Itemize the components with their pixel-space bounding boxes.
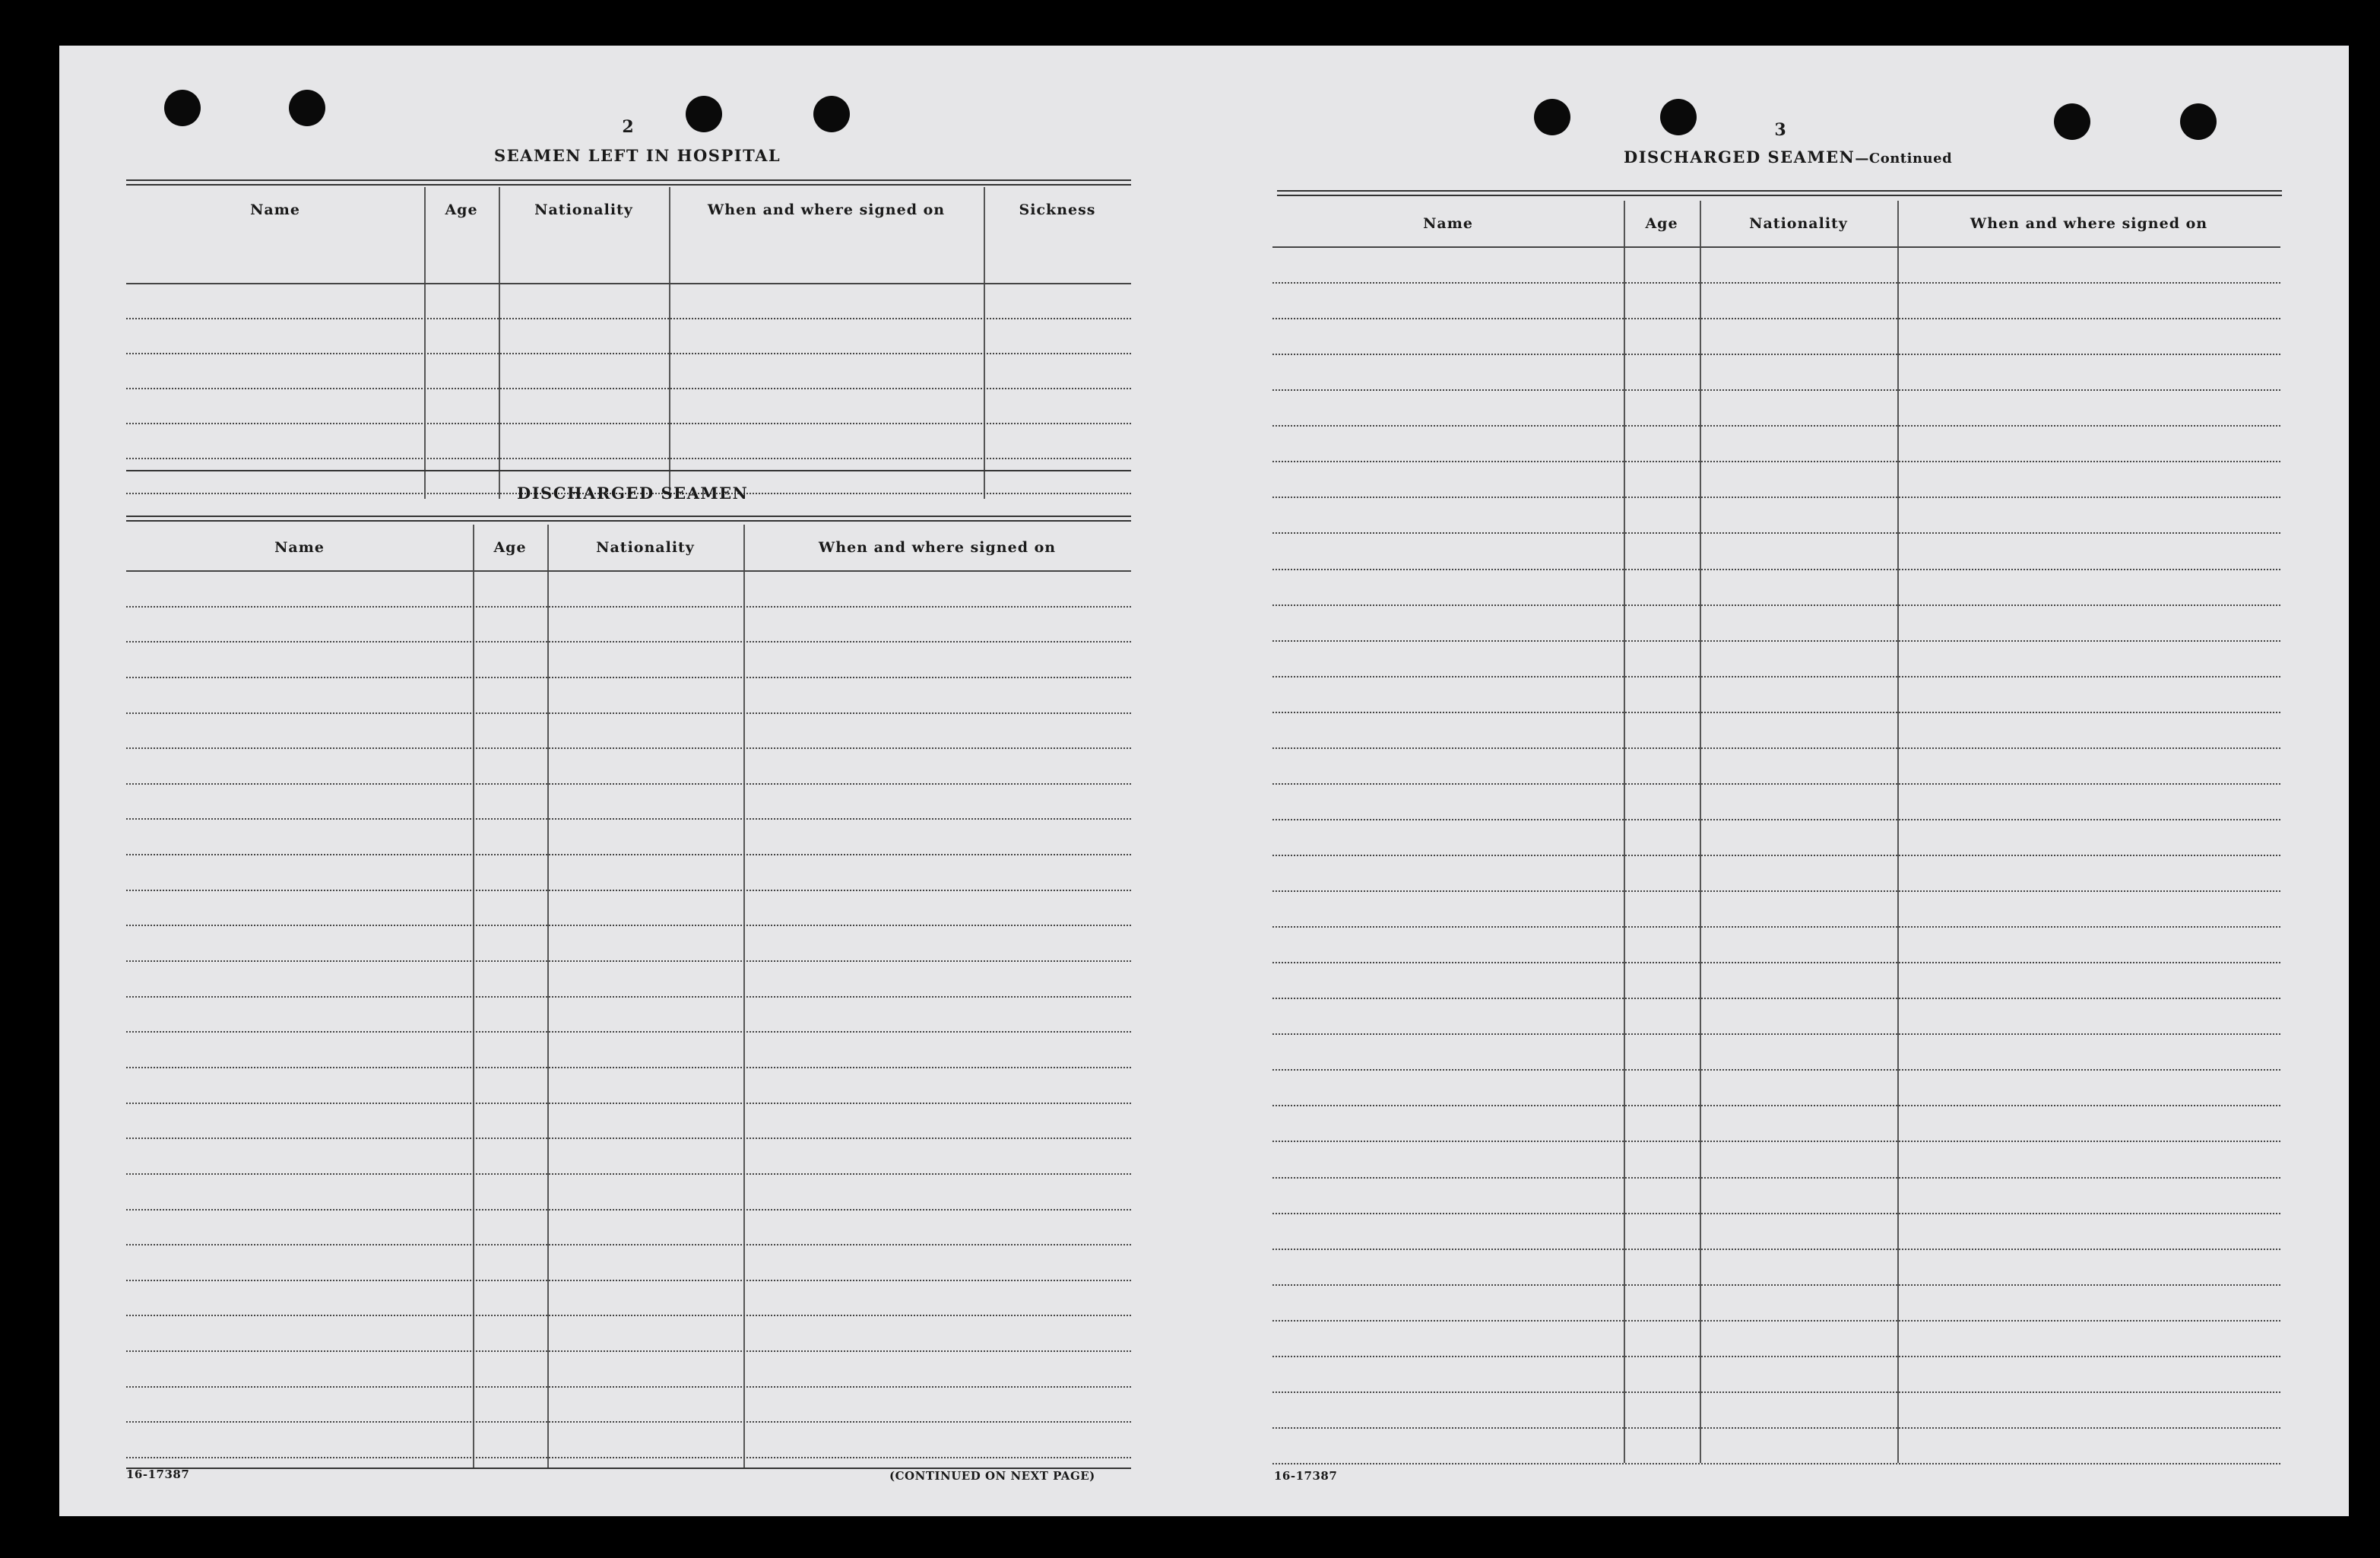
table-row [126, 1386, 1131, 1388]
table-row [126, 1103, 1131, 1104]
binder-hole [1660, 99, 1697, 135]
column-header-age: Age [493, 539, 527, 556]
table-row [1272, 1249, 2280, 1250]
column-header-name: Name [250, 201, 300, 218]
table-row [1272, 1391, 2280, 1393]
column-header-signed-on: When and where signed on [1970, 215, 2208, 232]
binder-hole [1534, 99, 1570, 135]
table-row [1272, 282, 2280, 284]
hospital-top-rule [126, 179, 1131, 181]
table-row [126, 1173, 1131, 1175]
table-row [1272, 676, 2280, 677]
table-row [126, 1138, 1131, 1139]
table-row [1272, 1284, 2280, 1286]
hospital-top-rule [126, 184, 1131, 186]
table-row [126, 677, 1131, 678]
page-number-right: 3 [1774, 120, 1786, 140]
binder-hole [686, 96, 722, 132]
column-header-nationality: Nationality [596, 539, 695, 556]
column-header-age: Age [445, 201, 478, 218]
discharged-rows-left [126, 570, 1131, 1457]
table-row [1272, 1356, 2280, 1357]
table-row [126, 388, 1131, 389]
binder-hole [289, 90, 325, 126]
table-row [126, 1421, 1131, 1423]
hospital-bottom-rule [126, 470, 1131, 471]
binder-hole [813, 96, 850, 132]
table-row [1272, 1105, 2280, 1106]
discharged-top-rule [126, 516, 1131, 517]
table-row [126, 458, 1131, 459]
table-row [1272, 1177, 2280, 1179]
table-row [1272, 1463, 2280, 1464]
table-row [126, 854, 1131, 855]
title-text: DISCHARGED SEAMEN [1624, 148, 1856, 167]
table-row [126, 353, 1131, 354]
table-row [126, 996, 1131, 998]
table-row [1272, 783, 2280, 785]
table-row [126, 1244, 1131, 1245]
table-row [126, 1067, 1131, 1068]
binder-hole [164, 90, 201, 126]
column-header-name: Name [1423, 215, 1473, 232]
discharged-table-left [126, 525, 1131, 1468]
table-row [1272, 1069, 2280, 1071]
table-row [1272, 926, 2280, 928]
discharged-rows-right [1272, 246, 2280, 1463]
table-row [1272, 389, 2280, 391]
column-header-name: Name [274, 539, 325, 556]
table-row [1272, 1213, 2280, 1214]
table-row [1272, 747, 2280, 749]
table-row [1272, 855, 2280, 856]
binder-hole [2054, 103, 2090, 140]
table-row [1272, 497, 2280, 498]
table-row [126, 606, 1131, 608]
right-top-rule [1277, 195, 2282, 196]
table-row [126, 747, 1131, 749]
table-row [1272, 819, 2280, 820]
table-row [126, 925, 1131, 926]
continued-note: (CONTINUED ON NEXT PAGE) [889, 1469, 1095, 1483]
table-row [126, 1315, 1131, 1316]
table-row [126, 783, 1131, 785]
table-row [126, 818, 1131, 820]
table-row [1272, 1427, 2280, 1429]
discharged-continued-title [1624, 148, 1952, 167]
discharged-section-title: DISCHARGED SEAMEN [517, 484, 749, 503]
table-row [1272, 318, 2280, 319]
table-row [126, 712, 1131, 714]
discharged-table-right [1272, 201, 2280, 1463]
table-row [126, 1350, 1131, 1352]
right-top-rule [1277, 190, 2282, 192]
document-sheet [59, 46, 2349, 1516]
table-row [1272, 998, 2280, 999]
hospital-section-title: SEAMEN LEFT IN HOSPITAL [494, 146, 781, 165]
table-row [126, 641, 1131, 643]
table-row [1272, 1033, 2280, 1035]
table-row [1272, 890, 2280, 892]
table-row [1272, 569, 2280, 570]
column-header-signed-on: When and where signed on [818, 539, 1057, 556]
page-number-left: 2 [622, 117, 634, 137]
column-header-age: Age [1645, 215, 1678, 232]
table-row [126, 423, 1131, 424]
table-row [126, 890, 1131, 891]
table-row [1272, 354, 2280, 355]
hospital-rows [126, 283, 1131, 499]
table-row [126, 960, 1131, 962]
table-row [1272, 640, 2280, 642]
table-row [126, 1209, 1131, 1211]
binder-hole [2180, 103, 2217, 140]
column-header-nationality: Nationality [534, 201, 633, 218]
table-row [126, 1280, 1131, 1281]
table-row [1272, 1141, 2280, 1142]
table-row [1272, 712, 2280, 713]
table-row [1272, 532, 2280, 534]
table-row [126, 318, 1131, 319]
table-row [1272, 461, 2280, 462]
table-row [1272, 962, 2280, 963]
table-row [1272, 1320, 2280, 1322]
table-row [126, 1457, 1131, 1458]
discharged-top-rule [126, 520, 1131, 522]
form-number-left: 16-17387 [126, 1468, 190, 1481]
column-header-signed-on: When and where signed on [707, 201, 946, 218]
column-header-sickness: Sickness [1019, 201, 1096, 218]
title-suffix: —Continued [1855, 151, 1953, 167]
form-number-right: 16-17387 [1274, 1469, 1338, 1483]
hospital-table [126, 187, 1131, 499]
table-row [1272, 604, 2280, 606]
column-header-nationality: Nationality [1749, 215, 1848, 232]
table-row [126, 1031, 1131, 1033]
table-row [1272, 425, 2280, 427]
